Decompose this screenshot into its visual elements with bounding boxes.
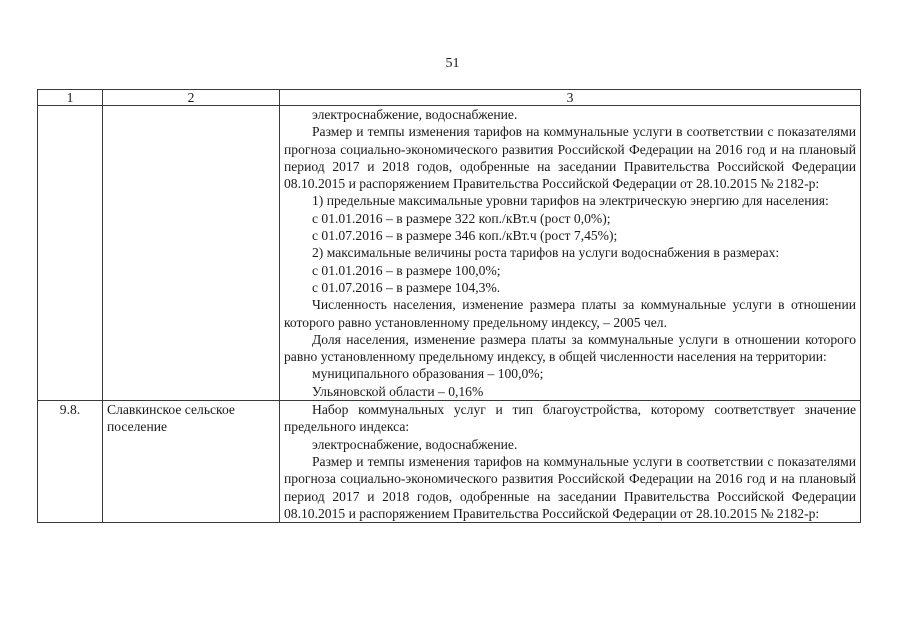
header-row <box>38 90 861 106</box>
row-number-cell <box>38 106 103 401</box>
settlement-name-cell: Славкинское сельское поселение <box>103 401 280 523</box>
paragraph: Доля населения, изменение размера платы за коммунальные услуги в отношении которого равно установленному предельному индексу, в общей численности населения на территории: <box>284 331 856 365</box>
paragraph: Ульяновской области – 0,16% <box>312 383 484 399</box>
settlement-name-cell <box>103 106 280 401</box>
paragraph: Размер и темпы изменения тарифов на коммунальные услуги в соответствии с показателями прогноза социально-экономического развития Российской Федерации на 2016 год и на плановый период 2017 и 2018 годов, одобренные на заседании Правительства Российской Федерации 08.10.2015 и распоряжением Правительства Российской Федерации от 28.10.2015 № 2182-р: <box>284 124 856 192</box>
paragraph: с 01.01.2016 – в размере 322 коп./кВт.ч (рост 0,0%); <box>312 210 611 226</box>
page-number: 51 <box>445 56 460 71</box>
row-number-cell: 9.8. <box>38 401 103 523</box>
paragraph: Размер и темпы изменения тарифов на коммунальные услуги в соответствии с показателями прогноза социально-экономического развития Российской Федерации на 2016 год и на плановый период 2017 и 2018 годов, одобренные на заседании Правительства Российской Федерации 08.10.2015 и распоряжением Правительства Российской Федерации от 28.10.2015 № 2182-р: <box>284 453 856 521</box>
description-cell <box>280 106 861 401</box>
header-col-2: 2 <box>103 90 280 106</box>
description-cell <box>280 401 861 523</box>
header-col-1: 1 <box>38 90 103 106</box>
paragraph: с 01.07.2016 – в размере 104,3%. <box>312 279 501 295</box>
paragraph: электроснабжение, водоснабжение. <box>312 436 518 452</box>
paragraph: 1) предельные максимальные уровни тарифов на электрическую энергию для населения: <box>312 193 829 209</box>
table-row <box>38 401 861 523</box>
header-col-3: 3 <box>280 90 861 106</box>
paragraph: Набор коммунальных услуг и тип благоустройства, которому соответствует значение предельного индекса: <box>284 402 856 435</box>
paragraph: электроснабжение, водоснабжение. <box>312 107 518 122</box>
tariff-table <box>37 89 861 523</box>
table-row <box>38 106 861 401</box>
paragraph: с 01.07.2016 – в размере 346 коп./кВт.ч (рост 7,45%); <box>312 228 618 244</box>
paragraph: 2) максимальные величины роста тарифов на услуги водоснабжения в размерах: <box>312 245 780 261</box>
paragraph: с 01.01.2016 – в размере 100,0%; <box>312 262 501 278</box>
paragraph: Численность населения, изменение размера платы за коммунальные услуги в отношении которого равно установленному предельному индексу, – 2005 чел. <box>284 297 856 330</box>
paragraph: муниципального образования – 100,0%; <box>312 366 544 382</box>
